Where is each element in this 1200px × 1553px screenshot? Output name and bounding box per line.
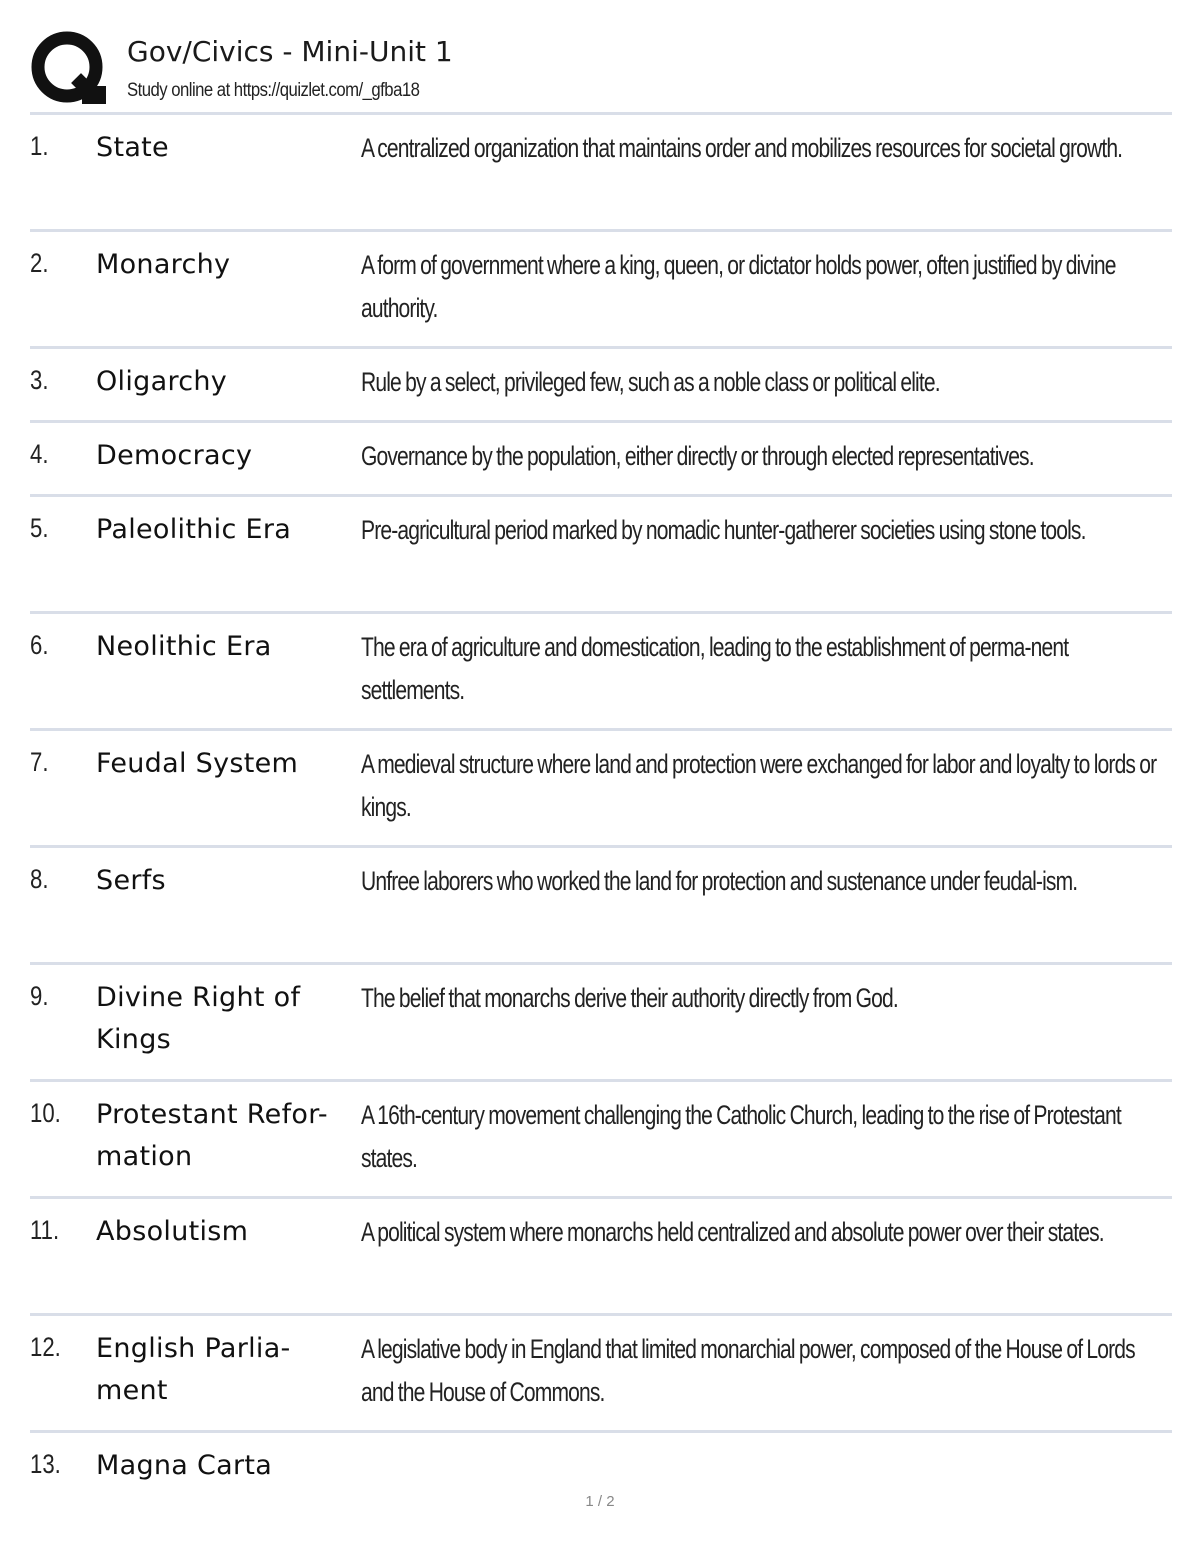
- flashcard-row: [30, 965, 1172, 1082]
- card-definition-cell: [361, 1199, 1172, 1313]
- card-term: Oligarchy: [96, 366, 228, 397]
- quizlet-q-logo-icon: [30, 30, 106, 106]
- flashcard-row: [30, 423, 1172, 497]
- document-header: [30, 28, 1172, 112]
- card-definition-cell: [361, 423, 1172, 494]
- card-term: Divine Right of Kings: [96, 982, 301, 1055]
- study-online-link[interactable]: Study online at https://quizlet.com/_gfba18: [127, 80, 420, 101]
- card-number: 7.: [30, 747, 49, 777]
- flashcard-row: [30, 232, 1172, 349]
- flashcard-row: [30, 349, 1172, 423]
- flashcard-row: [30, 1199, 1172, 1316]
- card-term: Serfs: [96, 865, 166, 896]
- flashcard-row: [30, 848, 1172, 965]
- card-term: Feudal System: [96, 748, 299, 779]
- card-term: Democracy: [96, 440, 253, 471]
- card-definition: A political system where monarchs held centralized and absolute power over their states.: [361, 1217, 1104, 1247]
- card-term: State: [96, 132, 169, 163]
- card-number: 8.: [30, 864, 49, 894]
- card-number: 10.: [30, 1098, 61, 1128]
- card-definition-cell: [361, 115, 1172, 229]
- card-definition: A medieval structure where land and protection were exchanged for labor and loyalty to lords or kings.: [361, 749, 1157, 822]
- card-term: Protestant Refor-mation: [96, 1099, 328, 1172]
- flashcard-row: [30, 614, 1172, 731]
- card-number: 13.: [30, 1449, 61, 1479]
- page-number: 1 / 2: [585, 1493, 615, 1510]
- card-definition: Governance by the population, either directly or through elected representatives.: [361, 441, 1034, 471]
- card-number: 4.: [30, 439, 49, 469]
- flashcard-row: [30, 497, 1172, 614]
- card-number: 3.: [30, 365, 49, 395]
- flashcard-row: [30, 731, 1172, 848]
- card-definition: A centralized organization that maintains order and mobilizes resources for societal growth.: [361, 133, 1123, 163]
- card-definition-cell: [361, 614, 1172, 728]
- card-definition: Rule by a select, privileged few, such as a noble class or political elite.: [361, 367, 940, 397]
- card-term: Absolutism: [96, 1216, 249, 1247]
- card-definition-cell: [361, 1082, 1172, 1196]
- card-definition: A form of government where a king, queen, or dictator holds power, often justified by divine authority.: [361, 250, 1116, 323]
- flashcard-row: [30, 115, 1172, 232]
- card-definition-cell: [361, 965, 1172, 1079]
- flashcard-list: [30, 115, 1172, 1503]
- card-definition-cell: [361, 848, 1172, 962]
- card-definition-cell: [361, 1316, 1172, 1430]
- card-number: 1.: [30, 131, 49, 161]
- flashcard-row: [30, 1082, 1172, 1199]
- card-definition: A legislative body in England that limited monarchial power, composed of the House of Lords and the House of Commons.: [361, 1334, 1135, 1407]
- card-number: 2.: [30, 248, 49, 278]
- card-definition: A 16th-century movement challenging the Catholic Church, leading to the rise of Protestant states.: [361, 1100, 1121, 1173]
- card-number: 11.: [30, 1215, 60, 1245]
- card-number: 6.: [30, 630, 49, 660]
- card-definition: The belief that monarchs derive their authority directly from God.: [361, 983, 898, 1013]
- card-term: Magna Carta: [96, 1450, 273, 1481]
- card-definition-cell: [361, 232, 1172, 346]
- card-number: 12.: [30, 1332, 61, 1362]
- card-term: Paleolithic Era: [96, 514, 292, 545]
- flashcard-row: [30, 1316, 1172, 1433]
- card-number: 9.: [30, 981, 49, 1011]
- card-definition-cell: [361, 731, 1172, 845]
- document-title: Gov/Civics - Mini-Unit 1: [127, 35, 453, 68]
- card-term: Monarchy: [96, 249, 231, 280]
- card-definition: Unfree laborers who worked the land for protection and sustenance under feudal-ism.: [361, 866, 1078, 896]
- card-definition: The era of agriculture and domestication, leading to the establishment of perma-nent settlements.: [361, 632, 1069, 705]
- card-term: Neolithic Era: [96, 631, 272, 662]
- card-definition-cell: [361, 349, 1172, 420]
- card-definition: Pre-agricultural period marked by nomadic hunter-gatherer societies using stone tools.: [361, 515, 1086, 545]
- card-number: 5.: [30, 513, 49, 543]
- card-term: English Parlia-ment: [96, 1333, 291, 1406]
- card-definition-cell: [361, 497, 1172, 611]
